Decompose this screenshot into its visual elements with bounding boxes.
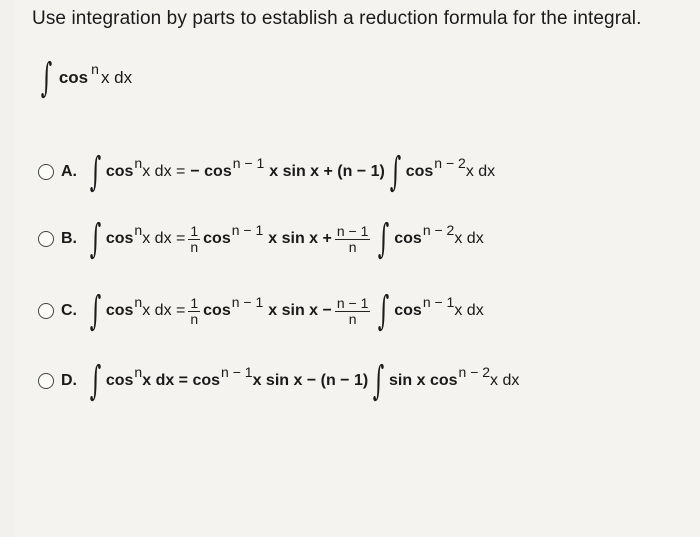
lhs-fn: cos bbox=[105, 302, 134, 319]
radio-c[interactable] bbox=[38, 303, 54, 319]
radio-b[interactable] bbox=[38, 231, 54, 247]
term2-exp: n − 2 bbox=[422, 222, 455, 238]
fraction-1 bbox=[188, 224, 200, 254]
option-letter: D. bbox=[61, 372, 77, 389]
question-card bbox=[14, 0, 700, 537]
lhs-fn: cos bbox=[105, 230, 134, 247]
fraction-denominator: n bbox=[190, 238, 199, 255]
fraction-numerator: 1 bbox=[190, 222, 199, 239]
radio-a[interactable] bbox=[38, 164, 54, 180]
term1-exp: n − 1 bbox=[231, 222, 264, 238]
integral-sign: ∫ bbox=[89, 288, 102, 334]
term2-fn: cos bbox=[405, 163, 434, 180]
integral-sign: ∫ bbox=[89, 216, 102, 262]
term2-exp: n − 2 bbox=[434, 155, 466, 171]
lhs-tail: x dx = bbox=[142, 230, 186, 247]
term1-exp: n − 1 bbox=[221, 364, 253, 380]
term1-exp: n − 1 bbox=[231, 294, 264, 310]
fraction-denominator: n bbox=[348, 238, 357, 255]
option-letter: C. bbox=[61, 302, 77, 319]
fraction-numerator: n − 1 bbox=[336, 294, 369, 311]
given-exp: n bbox=[91, 61, 99, 77]
fraction-2 bbox=[335, 296, 371, 326]
lhs-fn: cos bbox=[105, 163, 134, 180]
integral-sign: ∫ bbox=[89, 358, 102, 404]
term1-tail: x sin x − bbox=[268, 302, 332, 319]
term2-tail: x dx bbox=[465, 163, 496, 180]
term2-tail: x dx bbox=[454, 230, 484, 247]
option-c[interactable] bbox=[38, 288, 484, 334]
radio-d[interactable] bbox=[38, 373, 54, 389]
lhs-exp: n bbox=[134, 155, 143, 171]
option-d[interactable] bbox=[38, 358, 520, 404]
term1-fn: − cos bbox=[190, 163, 232, 180]
integral-sign: ∫ bbox=[40, 55, 53, 101]
integral-sign: ∫ bbox=[89, 149, 102, 195]
term2-exp: n − 1 bbox=[422, 294, 455, 310]
term2-tail: x dx bbox=[490, 372, 520, 389]
option-a[interactable] bbox=[38, 149, 496, 195]
term1-tail: x sin x − (n − 1) bbox=[252, 372, 369, 389]
integral-sign: ∫ bbox=[372, 358, 385, 404]
term2-fn: sin x cos bbox=[389, 372, 458, 389]
option-b[interactable] bbox=[38, 216, 484, 262]
given-fn: cos bbox=[58, 68, 89, 87]
term1-fn: cos bbox=[203, 230, 231, 247]
integral-sign: ∫ bbox=[378, 288, 390, 334]
fraction-denominator: n bbox=[348, 310, 357, 327]
fraction-denominator: n bbox=[190, 310, 199, 327]
term1-tail: x sin x + (n − 1) bbox=[269, 163, 385, 180]
fraction-numerator: n − 1 bbox=[336, 222, 369, 239]
integral-sign: ∫ bbox=[378, 216, 390, 262]
given-integral bbox=[36, 55, 133, 101]
term2-fn: cos bbox=[394, 302, 422, 319]
question-text: Use integration by parts to establish a reduction formula for the integral. bbox=[32, 8, 642, 29]
lhs-exp: n bbox=[134, 222, 143, 238]
term1-exp: n − 1 bbox=[232, 155, 265, 171]
lhs-tail: x dx = bbox=[142, 163, 186, 180]
fraction-1 bbox=[188, 296, 200, 326]
lhs-tail: x dx = cos bbox=[142, 372, 221, 389]
term2-tail: x dx bbox=[454, 302, 484, 319]
given-tail: x dx bbox=[100, 68, 133, 87]
lhs-exp: n bbox=[134, 364, 143, 380]
term2-exp: n − 2 bbox=[458, 364, 491, 380]
option-letter: A. bbox=[61, 163, 77, 180]
fraction-numerator: 1 bbox=[190, 294, 199, 311]
term2-fn: cos bbox=[394, 230, 422, 247]
integral-sign: ∫ bbox=[389, 149, 402, 195]
term1-tail: x sin x + bbox=[268, 230, 332, 247]
term1-fn: cos bbox=[203, 302, 231, 319]
option-letter: B. bbox=[61, 230, 77, 247]
lhs-fn: cos bbox=[105, 372, 134, 389]
fraction-2 bbox=[335, 224, 371, 254]
lhs-exp: n bbox=[134, 294, 143, 310]
lhs-tail: x dx = bbox=[142, 302, 186, 319]
